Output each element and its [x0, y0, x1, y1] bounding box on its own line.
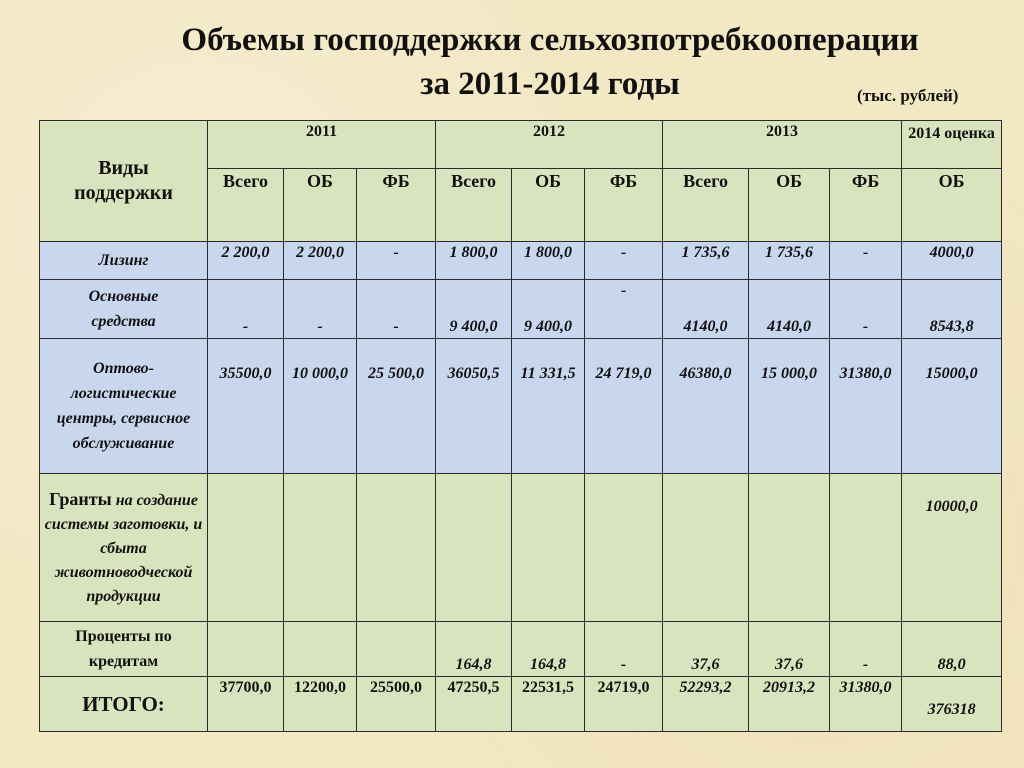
table-cell	[830, 474, 902, 622]
table-cell	[208, 622, 284, 677]
table-cell: 9 400,0	[512, 280, 585, 339]
table-cell: 4140,0	[749, 280, 830, 339]
table-cell	[436, 474, 512, 622]
table-cell	[585, 474, 663, 622]
table-cell: 1 735,6	[663, 242, 749, 280]
table-cell: 20913,2	[749, 677, 830, 732]
sub-2013-ob: ОБ	[749, 169, 830, 242]
table-cell	[749, 474, 830, 622]
table-cell: 37,6	[663, 622, 749, 677]
row-label	[40, 474, 208, 622]
table-cell: 52293,2	[663, 677, 749, 732]
table-cell	[284, 474, 357, 622]
row-label: Лизинг	[40, 242, 208, 280]
title-line-2: за 2011-2014 годы	[420, 66, 680, 102]
table-cell: 24 719,0	[585, 339, 663, 474]
table-cell: 37,6	[749, 622, 830, 677]
row-label-rest: на создание системы заготовки, и сбыта животноводческой продукции	[44, 491, 203, 605]
table-cell: -	[585, 242, 663, 280]
table-cell	[663, 474, 749, 622]
row-label-main: Гранты	[49, 488, 112, 509]
header-support-types: Виды поддержки	[40, 121, 208, 242]
sub-2014-ob: ОБ	[902, 169, 1002, 242]
header-year-2013: 2013	[663, 121, 902, 169]
table-cell: 31380,0	[830, 339, 902, 474]
table-cell	[357, 474, 436, 622]
row-label: Основные средства	[40, 280, 208, 339]
table-cell: 2 200,0	[208, 242, 284, 280]
table-row	[40, 677, 1002, 732]
table-cell: 1 800,0	[436, 242, 512, 280]
table-cell: -	[585, 280, 663, 339]
table-cell: 8543,8	[902, 280, 1002, 339]
table-cell: 1 800,0	[512, 242, 585, 280]
table-cell: 2 200,0	[284, 242, 357, 280]
table-cell: 25500,0	[357, 677, 436, 732]
table-cell	[357, 622, 436, 677]
table-cell: -	[357, 242, 436, 280]
unit-note: (тыс. рублей)	[857, 86, 959, 105]
table-cell: 15000,0	[902, 339, 1002, 474]
table-cell: 24719,0	[585, 677, 663, 732]
table-cell: -	[284, 280, 357, 339]
table-cell: 9 400,0	[436, 280, 512, 339]
row-label-total: ИТОГО:	[40, 677, 208, 732]
table-cell: -	[830, 622, 902, 677]
header-year-2011: 2011	[208, 121, 436, 169]
row-label: Проценты по кредитам	[40, 622, 208, 677]
table-cell: -	[830, 280, 902, 339]
table-cell: 35500,0	[208, 339, 284, 474]
table-row	[40, 622, 1002, 677]
table-cell: -	[585, 622, 663, 677]
table-cell: -	[830, 242, 902, 280]
sub-2012-ob: ОБ	[512, 169, 585, 242]
sub-2011-ob: ОБ	[284, 169, 357, 242]
table-cell	[208, 474, 284, 622]
table-cell: 31380,0	[830, 677, 902, 732]
table-cell: 25 500,0	[357, 339, 436, 474]
table-row	[40, 339, 1002, 474]
table-cell: 36050,5	[436, 339, 512, 474]
sub-2013-fb: ФБ	[830, 169, 902, 242]
table-cell: 22531,5	[512, 677, 585, 732]
sub-2013-total: Всего	[663, 169, 749, 242]
table-cell: 88,0	[902, 622, 1002, 677]
table-cell: 376318	[902, 677, 1002, 732]
table-row	[40, 242, 1002, 280]
table-cell	[284, 622, 357, 677]
table-cell: -	[208, 280, 284, 339]
sub-2011-total: Всего	[208, 169, 284, 242]
table-cell: 10000,0	[902, 474, 1002, 622]
row-label: Оптово-логистические центры, сервисное обслуживание	[40, 339, 208, 474]
table-cell: 164,8	[512, 622, 585, 677]
table-row	[40, 280, 1002, 339]
table-cell	[512, 474, 585, 622]
header-year-2014: 2014 оценка	[902, 121, 1002, 169]
title-line-1: Объемы господдержки сельхозпотребкооперации	[181, 22, 919, 58]
sub-2012-total: Всего	[436, 169, 512, 242]
table-row	[40, 474, 1002, 622]
table-cell: 46380,0	[663, 339, 749, 474]
table-cell: 15 000,0	[749, 339, 830, 474]
table-cell: 4140,0	[663, 280, 749, 339]
sub-2011-fb: ФБ	[357, 169, 436, 242]
header-year-2012: 2012	[436, 121, 663, 169]
sub-2012-fb: ФБ	[585, 169, 663, 242]
table-cell: 1 735,6	[749, 242, 830, 280]
table-cell: 11 331,5	[512, 339, 585, 474]
table-cell: 12200,0	[284, 677, 357, 732]
support-table	[39, 120, 1002, 732]
table-cell: -	[357, 280, 436, 339]
table-cell: 47250,5	[436, 677, 512, 732]
table-cell: 37700,0	[208, 677, 284, 732]
table-cell: 164,8	[436, 622, 512, 677]
table-cell: 10 000,0	[284, 339, 357, 474]
table-cell: 4000,0	[902, 242, 1002, 280]
